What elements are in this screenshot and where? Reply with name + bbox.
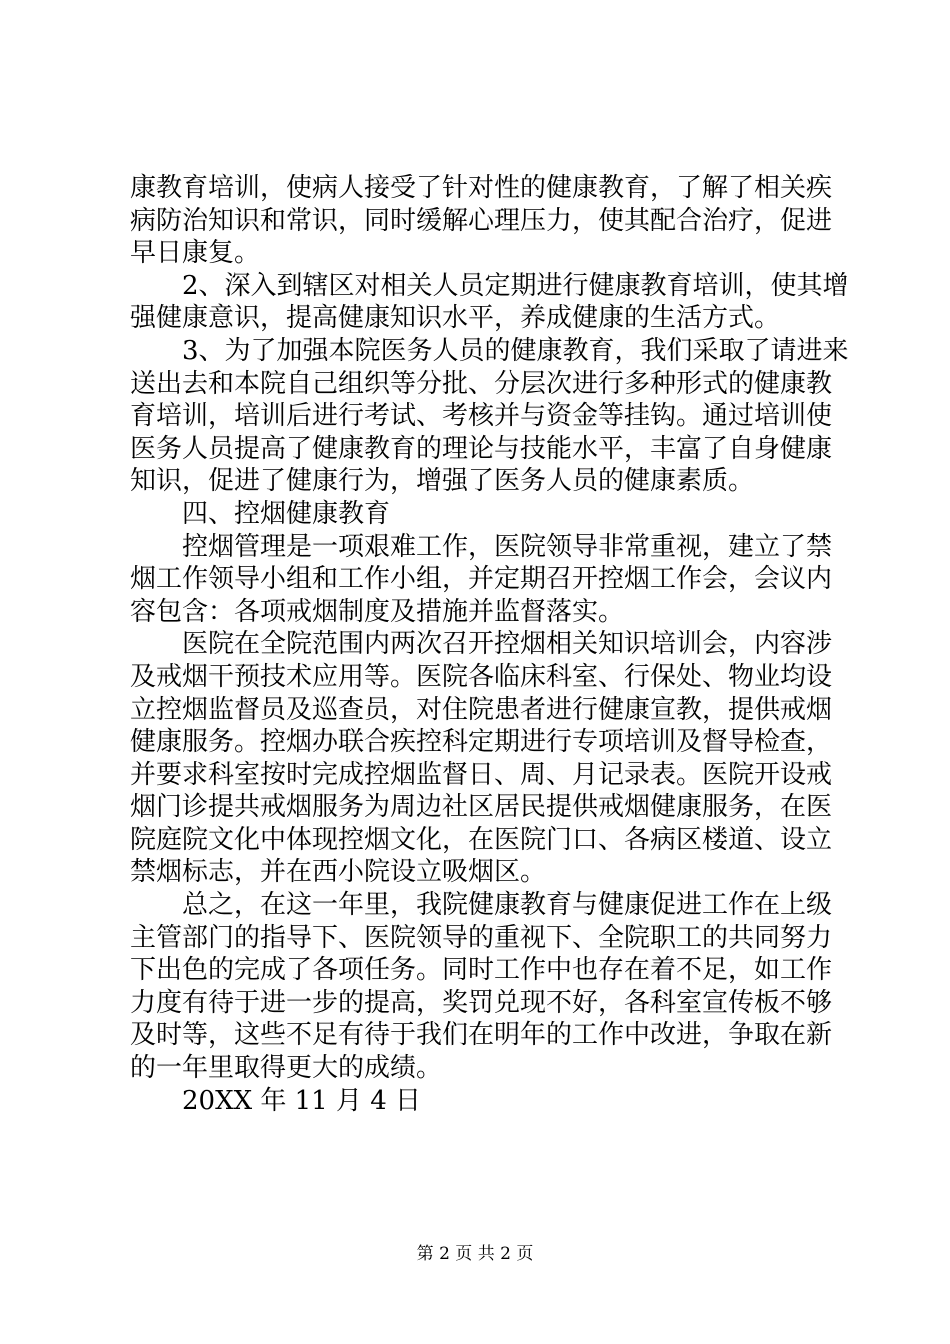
page-footer: 第 2 页 共 2 页 xyxy=(416,1244,534,1264)
text-line: 容包含：各项戒烟制度及措施并监督落实。 xyxy=(130,596,625,627)
text-line: 力度有待于进一步的提高，奖罚兑现不好，各科室宣传板不够 xyxy=(130,987,833,1018)
text-line: 烟门诊提共戒烟服务为周边社区居民提供戒烟健康服务，在医 xyxy=(130,792,833,823)
text-line: 下出色的完成了各项任务。同时工作中也存在着不足，如工作 xyxy=(130,955,833,986)
text-line: 医院在全院范围内两次召开控烟相关知识培训会，内容涉 xyxy=(182,629,833,660)
text-line: 知识，促进了健康行为，增强了医务人员的健康素质。 xyxy=(130,466,755,497)
text-line: 健康服务。控烟办联合疾控科定期进行专项培训及督导检查， xyxy=(130,727,833,758)
text-line: 强健康意识，提高健康知识水平，养成健康的生活方式。 xyxy=(130,303,781,334)
text-line: 禁烟标志，并在西小院设立吸烟区。 xyxy=(130,857,547,888)
text-line: 主管部门的指导下、医院领导的重视下、全院职工的共同努力 xyxy=(130,922,833,953)
text-line: 育培训，培训后进行考试、考核并与资金等挂钩。通过培训使 xyxy=(130,401,833,432)
text-line: 立控烟监督员及巡查员，对住院患者进行健康宣教，提供戒烟 xyxy=(130,694,833,725)
text-line: 康教育培训，使病人接受了针对性的健康教育，了解了相关疾 xyxy=(130,173,833,203)
text-line: 控烟管理是一项艰难工作，医院领导非常重视，建立了禁 xyxy=(182,531,833,562)
text-line: 20XX 年 11 月 4 日 xyxy=(182,1085,422,1116)
text-line: 总之，在这一年里，我院健康教育与健康促进工作在上级 xyxy=(182,890,833,921)
text-line: 2、深入到辖区对相关人员定期进行健康教育培训，使其增 xyxy=(182,270,849,301)
text-line: 四、控烟健康教育 xyxy=(182,498,391,529)
text-line: 院庭院文化中体现控烟文化，在医院门口、各病区楼道、设立 xyxy=(130,824,833,855)
document-body xyxy=(130,172,849,1117)
text-line: 病防治知识和常识，同时缓解心理压力，使其配合治疗，促进 xyxy=(130,205,833,236)
text-line: 送出去和本院自己组织等分批、分层次进行多种形式的健康教 xyxy=(130,368,833,399)
text-line: 早日康复。 xyxy=(130,238,261,269)
text-line: 并要求科室按时完成控烟监督日、周、月记录表。医院开设戒 xyxy=(130,759,833,790)
text-line: 的一年里取得更大的成绩。 xyxy=(130,1053,443,1084)
text-line: 及时等，这些不足有待于我们在明年的工作中改进，争取在新 xyxy=(130,1020,833,1051)
text-line: 3、为了加强本院医务人员的健康教育，我们采取了请进来 xyxy=(182,335,849,366)
text-line: 医务人员提高了健康教育的理论与技能水平，丰富了自身健康 xyxy=(130,433,833,464)
text-line: 及戒烟干预技术应用等。医院各临床科室、行保处、物业均设 xyxy=(130,661,833,692)
text-line: 烟工作领导小组和工作小组，并定期召开控烟工作会，会议内 xyxy=(130,564,833,595)
